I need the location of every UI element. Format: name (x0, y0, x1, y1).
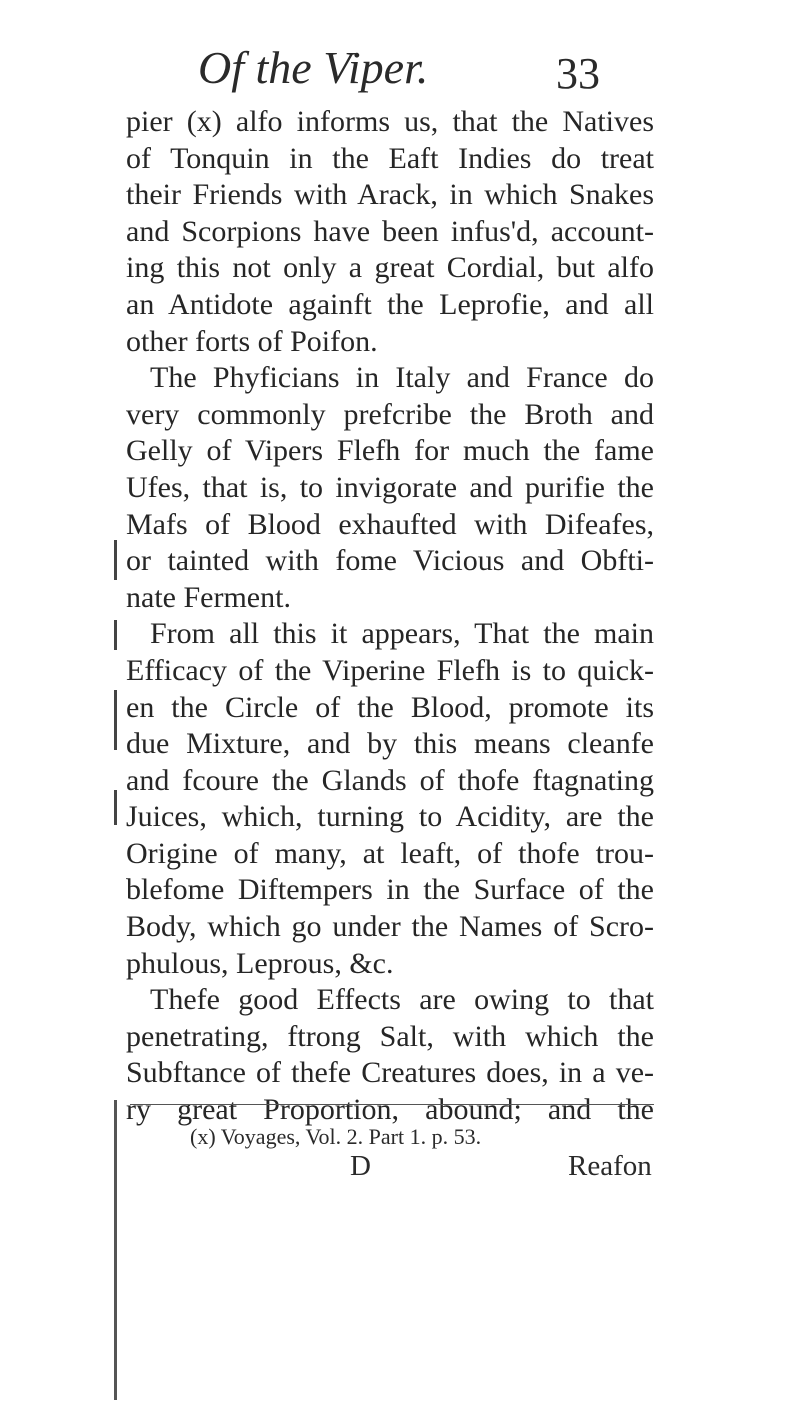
text-line: ry great Proportion, abound; and the (126, 1093, 654, 1127)
text-line: Body, which go under the Names of Scro- (126, 910, 654, 944)
text-line: Juices, which, turning to Acidity, are the (126, 800, 654, 834)
text-line: an Antidote againft the Leprofie, and all (126, 287, 654, 321)
text-line: Efficacy of the Viperine Flefh is to quick- (126, 653, 654, 687)
text-line: other forts of Poifon. (126, 324, 378, 358)
text-line: Ufes, that is, to invigorate and purifie the (126, 470, 654, 504)
text-line: ing this not only a great Cordial, but alfo (126, 251, 654, 285)
signature-mark: D (350, 1150, 371, 1182)
text-line: en the Circle of the Blood, promote its (126, 690, 654, 724)
text-line: penetrating, ftrong Salt, with which the (126, 1019, 654, 1053)
text-line: From all this it appears, That the main (150, 617, 654, 651)
catchword: Reafon (568, 1150, 652, 1182)
page-number: 33 (556, 49, 600, 98)
binding-shadow (112, 540, 120, 1400)
text-line: Mafs of Blood exhaufted with Difeafes, (126, 507, 654, 541)
text-line: and fcoure the Glands of thofe ftagnating (126, 763, 654, 797)
text-line: blefome Diftempers in the Surface of the (126, 873, 654, 907)
text-line: their Friends with Arack, in which Snakes (126, 178, 654, 212)
text-line: The Phyficians in Italy and France do (150, 361, 654, 395)
text-line: of Tonquin in the Eaft Indies do treat (126, 141, 654, 175)
text-line: and Scorpions have been infus'd, account- (126, 214, 654, 248)
page-header (0, 38, 800, 108)
text-line: or tainted with fome Vicious and Obfti- (126, 544, 654, 578)
footnote-rule (130, 1104, 654, 1105)
running-title: Of the Viper. (198, 42, 429, 93)
footnote: (x) Voyages, Vol. 2. Part 1. p. 53. (190, 1124, 482, 1149)
text-line: pier (x) alfo informs us, that the Natives (126, 105, 654, 138)
text-line: nate Ferment. (126, 580, 291, 614)
text-line: Gelly of Vipers Flefh for much the fame (126, 434, 654, 468)
text-line: due Mixture, and by this means cleanfe (126, 727, 654, 761)
text-line: Thefe good Effects are owing to that (150, 983, 654, 1017)
text-line: very commonly prefcribe the Broth and (126, 397, 654, 431)
body-text (126, 104, 654, 1129)
text-line: phulous, Leprous, &c. (126, 946, 394, 980)
text-line: Origine of many, at leaft, of thofe trou- (126, 836, 654, 870)
text-line: Subftance of thefe Creatures does, in a ve- (126, 1056, 654, 1090)
